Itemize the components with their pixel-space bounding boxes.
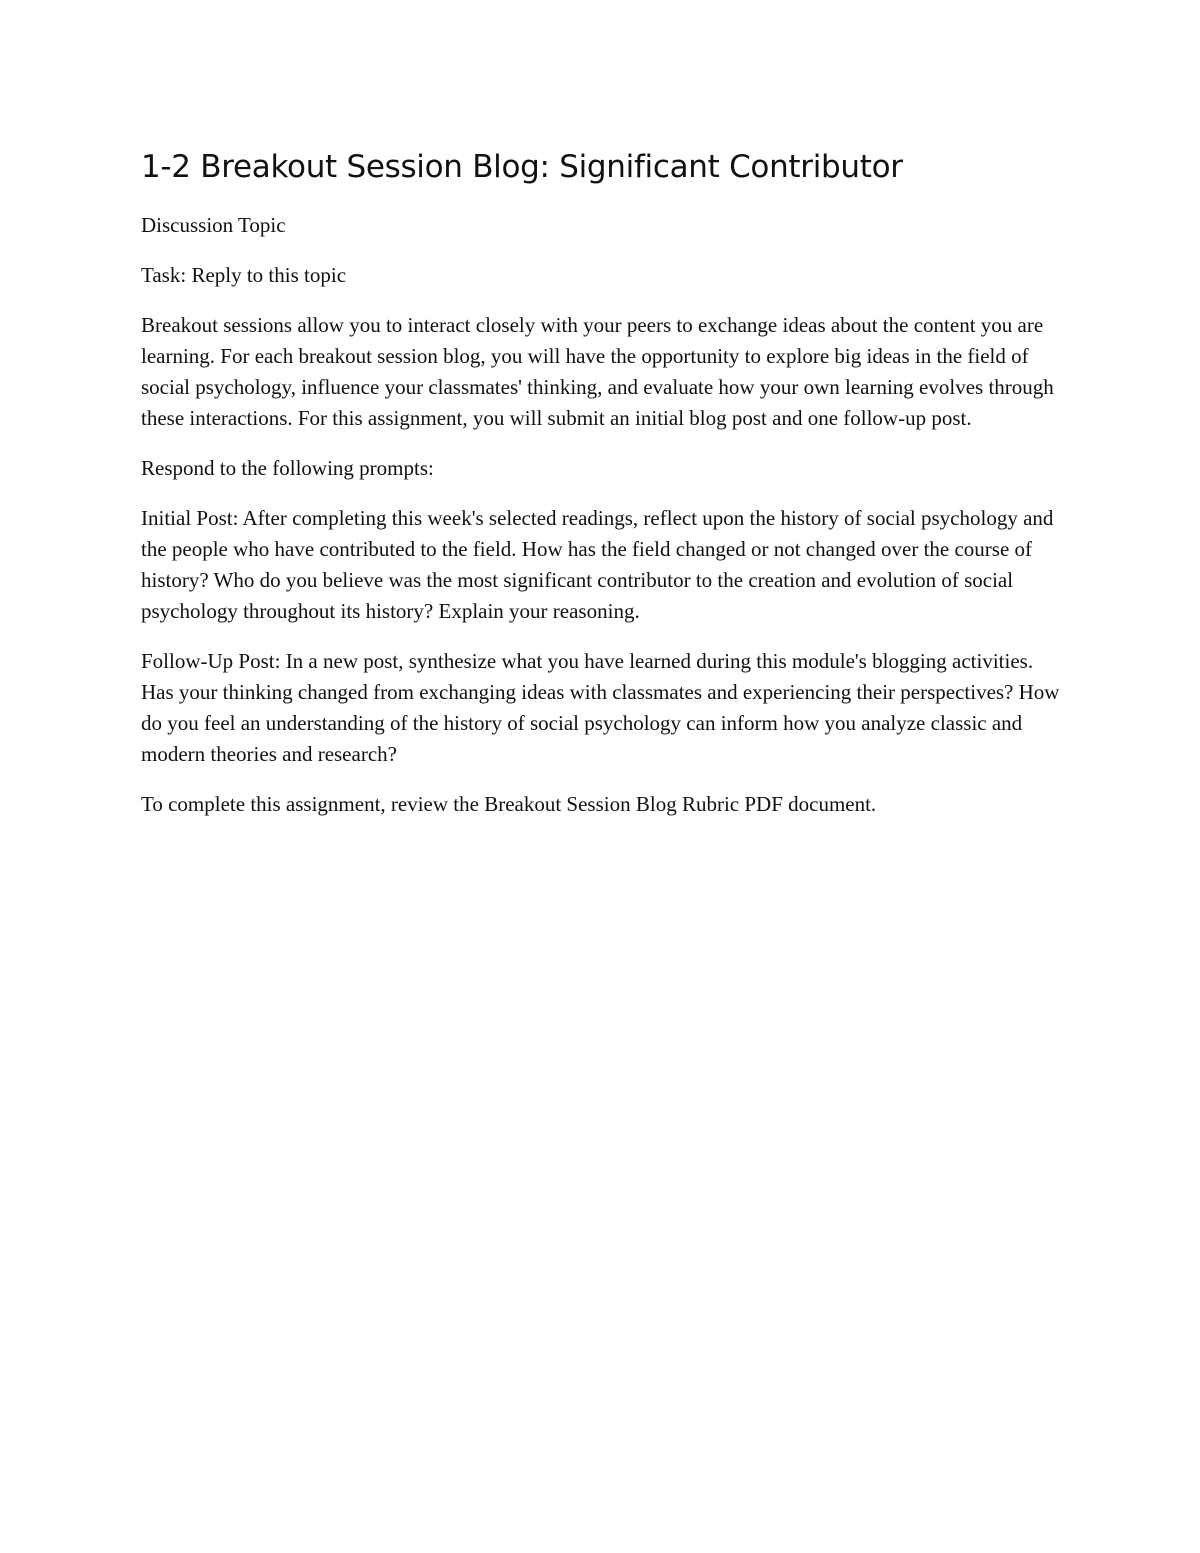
intro-paragraph: Breakout sessions allow you to interact closely with your peers to exchange ideas about the content you are learning. For each breakout session blog, you will have the opportunity to explore big ideas in the field of social psychology, influence your classmates' thinking, and evaluate how your own learning evolves through these interactions. For this assignment, you will submit an initial blog post and one follow-up post. <box>141 313 1054 430</box>
follow-up-post-paragraph: Follow-Up Post: In a new post, synthesize what you have learned during this module's blogging activities. Has your thinking changed from exchanging ideas with classmates and experiencing their perspectives? How do you feel an understanding of the history of social psychology can inform how you analyze classic and modern theories and research? <box>141 649 1060 766</box>
rubric-note-paragraph: To complete this assignment, review the Breakout Session Blog Rubric PDF document. <box>141 792 877 816</box>
task-line: Task: Reply to this topic <box>141 263 347 287</box>
discussion-topic-label: Discussion Topic <box>141 213 286 237</box>
prompts-heading: Respond to the following prompts: <box>141 456 434 480</box>
document-body <box>141 146 1066 839</box>
initial-post-paragraph: Initial Post: After completing this week's selected readings, reflect upon the history of social psychology and the people who have contributed to the field. How has the field changed or not changed over the course of history? Who do you believe was the most significant contributor to the creation and evolution of social psychology throughout its history? Explain your reasoning. <box>141 506 1054 623</box>
document-title: 1-2 Breakout Session Blog: Significant Contributor <box>141 149 903 185</box>
